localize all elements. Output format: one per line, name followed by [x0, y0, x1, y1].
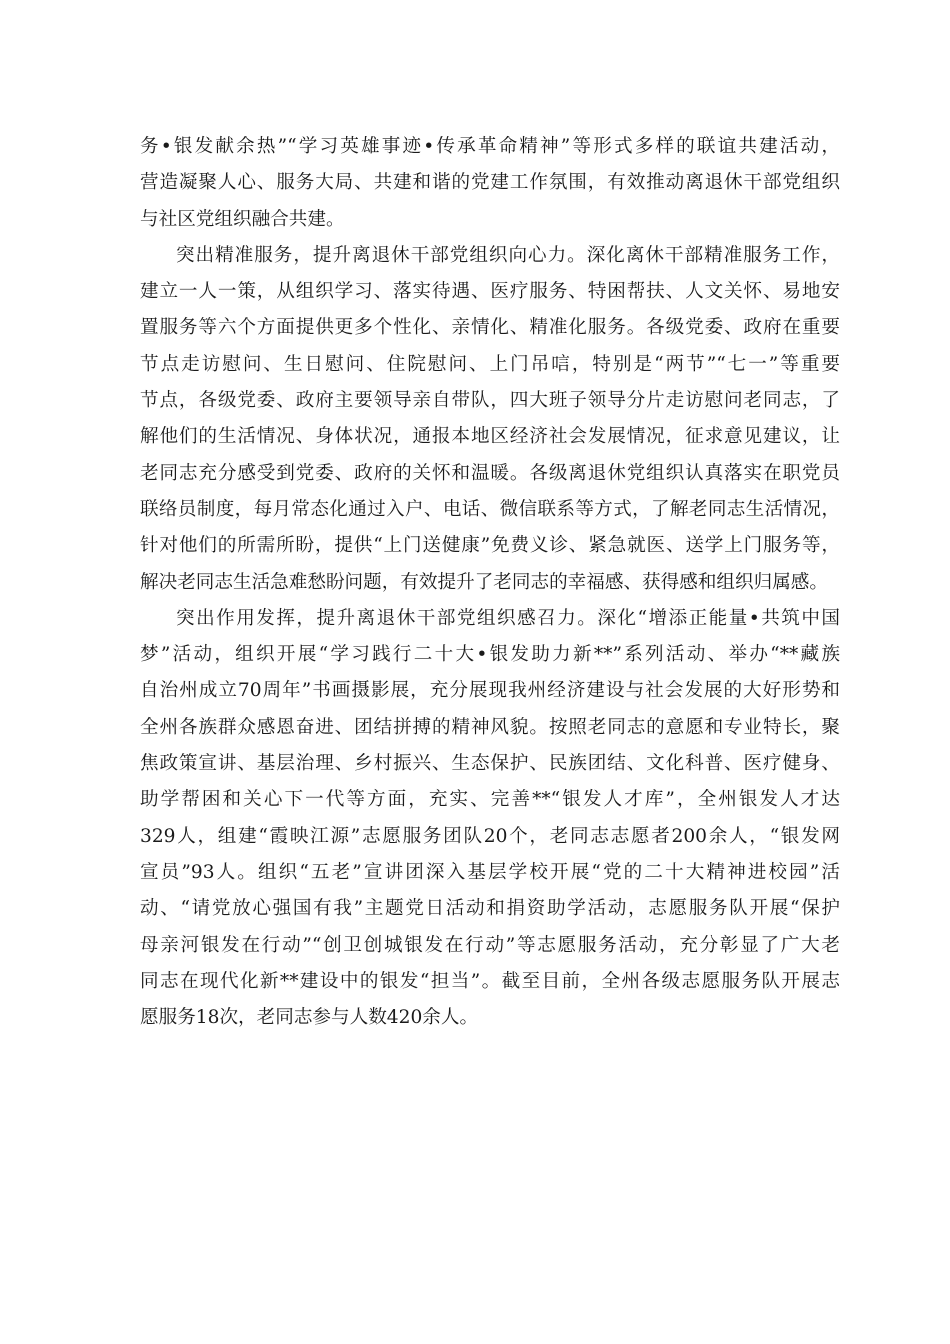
- text-line: 营造凝聚人心、服务大局、共建和谐的党建工作氛围，有效推动离退休干部党组织: [140, 172, 840, 194]
- text-line: 全州各族群众感恩奋进、团结拼搏的精神风貌。按照老同志的意愿和专业特长，聚: [140, 716, 840, 738]
- text-line: 愿服务18次，老同志参与人数420余人。: [140, 1007, 479, 1029]
- text-line: 同志在现代化新**建设中的银发“担当”。截至目前，全州各级志愿服务队开展志: [140, 970, 840, 992]
- paragraph-first-line: 突出精准服务，提升离退休干部党组织向心力。深化离休干部精准服务工作，: [176, 244, 840, 266]
- text-line: 务•银发献余热”“学习英雄事迹•传承革命精神”等形式多样的联谊共建活动，: [140, 136, 840, 157]
- text-line: 宣员”93人。组织“五老”宣讲团深入基层学校开展“党的二十大精神进校园”活: [140, 861, 840, 883]
- text-line: 助学帮困和关心下一代等方面，充实、完善**“银发人才库”，全州银发人才达: [140, 789, 840, 811]
- text-line: 自治州成立70周年”书画摄影展，充分展现我州经济建设与社会发展的大好形势和: [140, 680, 840, 702]
- text-line: 解他们的生活情况、身体状况，通报本地区经济社会发展情况，征求意见建议，让: [140, 426, 840, 448]
- text-line: 老同志充分感受到党委、政府的关怀和温暖。各级离退休党组织认真落实在职党员: [140, 462, 840, 484]
- text-line: 节点走访慰问、生日慰问、住院慰问、上门吊唁，特别是“两节”“七一”等重要: [140, 353, 840, 375]
- document-page: [140, 129, 840, 1036]
- text-line: 动、“请党放心强国有我”主题党日活动和捐资助学活动，志愿服务队开展“保护: [140, 898, 840, 920]
- text-line: 置服务等六个方面提供更多个性化、亲情化、精准化服务。各级党委、政府在重要: [140, 317, 840, 339]
- text-line: 节点，各级党委、政府主要领导亲自带队，四大班子领导分片走访慰问老同志，了: [140, 390, 840, 412]
- text-line: 梦”活动，组织开展“学习践行二十大•银发助力新**”系列活动、举办“**藏族: [140, 644, 840, 666]
- text-line: 解决老同志生活急难愁盼问题，有效提升了老同志的幸福感、获得感和组织归属感。: [140, 571, 828, 593]
- text-line: 建立一人一策，从组织学习、落实待遇、医疗服务、特困帮扶、人文关怀、易地安: [140, 281, 840, 303]
- text-line: 针对他们的所需所盼，提供“上门送健康”免费义诊、紧急就医、送学上门服务等，: [140, 535, 840, 557]
- text-line: 焦政策宣讲、基层治理、乡村振兴、生态保护、民族团结、文化科普、医疗健身、: [140, 753, 840, 775]
- paragraph-first-line: 突出作用发挥，提升离退休干部党组织感召力。深化“增添正能量•共筑中国: [176, 607, 840, 629]
- text-line: 母亲河银发在行动”“创卫创城银发在行动”等志愿服务活动，充分彰显了广大老: [140, 934, 840, 956]
- text-line: 与社区党组织融合共建。: [140, 208, 345, 230]
- text-line: 联络员制度，每月常态化通过入户、电话、微信联系等方式，了解老同志生活情况，: [140, 498, 840, 520]
- text-line: 329人，组建“霞映江源”志愿服务团队20个，老同志志愿者200余人，“银发网: [140, 825, 840, 847]
